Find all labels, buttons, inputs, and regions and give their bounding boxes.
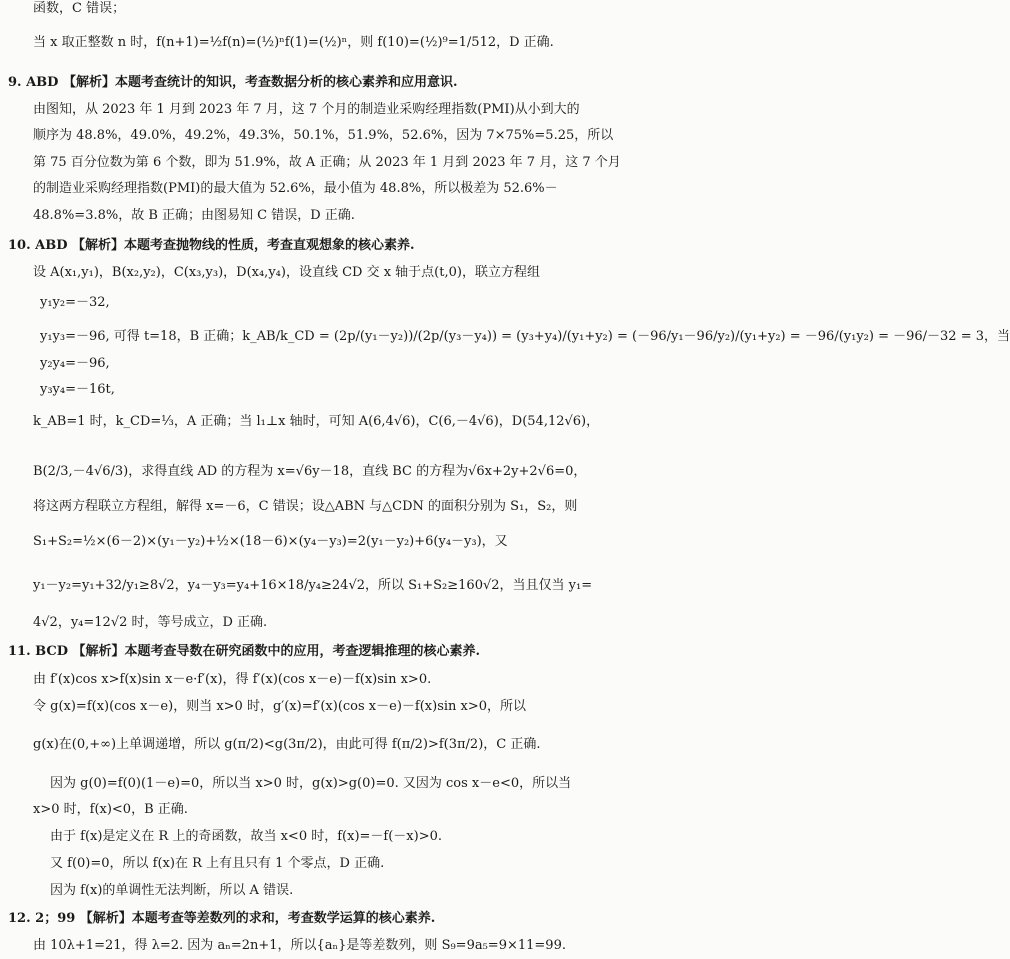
- text-line: 48.8%=3.8%，故 B 正确；由图易知 C 错误，D 正确.: [33, 208, 355, 223]
- text-line: 因为 g(0)=f(0)(1－e)=0，所以当 x>0 时，g(x)>g(0)=0. 又因为 cos x－e<0，所以当: [50, 776, 572, 791]
- text-line: 将这两方程联立方程组，解得 x=－6，C 错误；设△ABN 与△CDN 的面积分别为 S₁，S₂，则: [33, 499, 578, 514]
- text-line: 顺序为 48.8%，49.0%，49.2%，49.3%，50.1%，51.9%，52.6%，因为 7×75%=5.25，所以: [33, 128, 614, 143]
- equation-system-line: y₁y₂=－32,: [40, 295, 110, 310]
- text-line: x>0 时，f(x)<0，B 正确.: [33, 802, 188, 817]
- equation-system-line: y₃y₄=－16t,: [40, 382, 115, 397]
- text-line: 由于 f(x)是定义在 R 上的奇函数，故当 x<0 时，f(x)=－f(－x)>0.: [50, 829, 442, 844]
- text-line: B(2/3,－4√6/3)，求得直线 AD 的方程为 x=√6y－18，直线 BC 的方程为√6x+2y+2√6=0，: [33, 464, 587, 479]
- text-line: S₁+S₂=½×(6－2)×(y₁－y₂)+½×(18－6)×(y₄－y₃)=2(y₁－y₂)+6(y₄－y₃)，又: [33, 534, 508, 549]
- text-line: 函数，C 错误；: [33, 1, 126, 16]
- text-line: 由 10λ+1=21，得 λ=2. 因为 aₙ=2n+1，所以{aₙ}是等差数列，则 S₉=9a₅=9×11=99.: [33, 938, 566, 953]
- text-line: 设 A(x₁,y₁)，B(x₂,y₂)，C(x₃,y₃)，D(x₄,y₄)，设直线 CD 交 x 轴于点(t,0)，联立方程组: [33, 265, 540, 280]
- text-line: k_AB=1 时，k_CD=⅓，A 正确；当 l₁⊥x 轴时，可知 A(6,4√6)，C(6,－4√6)，D(54,12√6)，: [33, 414, 600, 429]
- text-line: 4√2，y₄=12√2 时，等号成立，D 正确.: [33, 615, 268, 630]
- text-line: 的制造业采购经理指数(PMI)的最大值为 52.6%，最小值为 48.8%，所以极差为 52.6%－: [33, 181, 558, 196]
- q10-heading: 10. ABD 【解析】本题考查抛物线的性质，考查直观想象的核心素养.: [8, 238, 415, 253]
- text-line: 因为 f(x)的单调性无法判断，所以 A 错误.: [50, 883, 294, 898]
- q9-heading: 9. ABD 【解析】本题考查统计的知识，考查数据分析的核心素养和应用意识.: [8, 75, 458, 90]
- text-line: 当 x 取正整数 n 时，f(n+1)=½f(n)=(½)ⁿf(1)=(½)ⁿ，则 f(10)=(½)⁹=1/512，D 正确.: [33, 35, 554, 50]
- q12-heading: 12. 2；99 【解析】本题考查等差数列的求和，考查数学运算的核心素养.: [8, 911, 436, 926]
- equation-system-line: y₁y₃=－96, 可得 t=18，B 正确；k_AB/k_CD = (2p/(y₁－y₂))/(2p/(y₃－y₄)) = (y₃+y₄)/(y₁+y₂) = (－96/y₁－96/y₂)/(y₁+y₂) = －96/(y₁y₂) = －96/－32 = 3，当: [40, 329, 1010, 344]
- text-line: 第 75 百分位数为第 6 个数，即为 51.9%，故 A 正确；从 2023 年 1 月到 2023 年 7 月，这 7 个月: [33, 155, 621, 170]
- text-line: g(x)在(0,+∞)上单调递增，所以 g(π/2)<g(3π/2)，由此可得 f(π/2)>f(3π/2)，C 正确.: [33, 737, 541, 752]
- text-line: 又 f(0)=0，所以 f(x)在 R 上有且只有 1 个零点，D 正确.: [50, 856, 385, 871]
- q11-heading: 11. BCD 【解析】本题考查导数在研究函数中的应用，考查逻辑推理的核心素养.: [8, 644, 481, 659]
- text-line: 令 g(x)=f(x)(cos x－e)，则当 x>0 时，g′(x)=f′(x)(cos x－e)－f(x)sin x>0，所以: [33, 699, 527, 714]
- equation-system-line: y₂y₄=－96,: [40, 356, 110, 371]
- text-line: y₁－y₂=y₁+32/y₁≥8√2，y₄－y₃=y₄+16×18/y₄≥24√2，所以 S₁+S₂≥160√2，当且仅当 y₁=: [33, 578, 593, 593]
- text-line: 由 f′(x)cos x>f(x)sin x－e·f′(x)，得 f′(x)(cos x－e)－f(x)sin x>0.: [33, 672, 432, 687]
- text-line: 由图知，从 2023 年 1 月到 2023 年 7 月，这 7 个月的制造业采购经理指数(PMI)从小到大的: [33, 102, 580, 117]
